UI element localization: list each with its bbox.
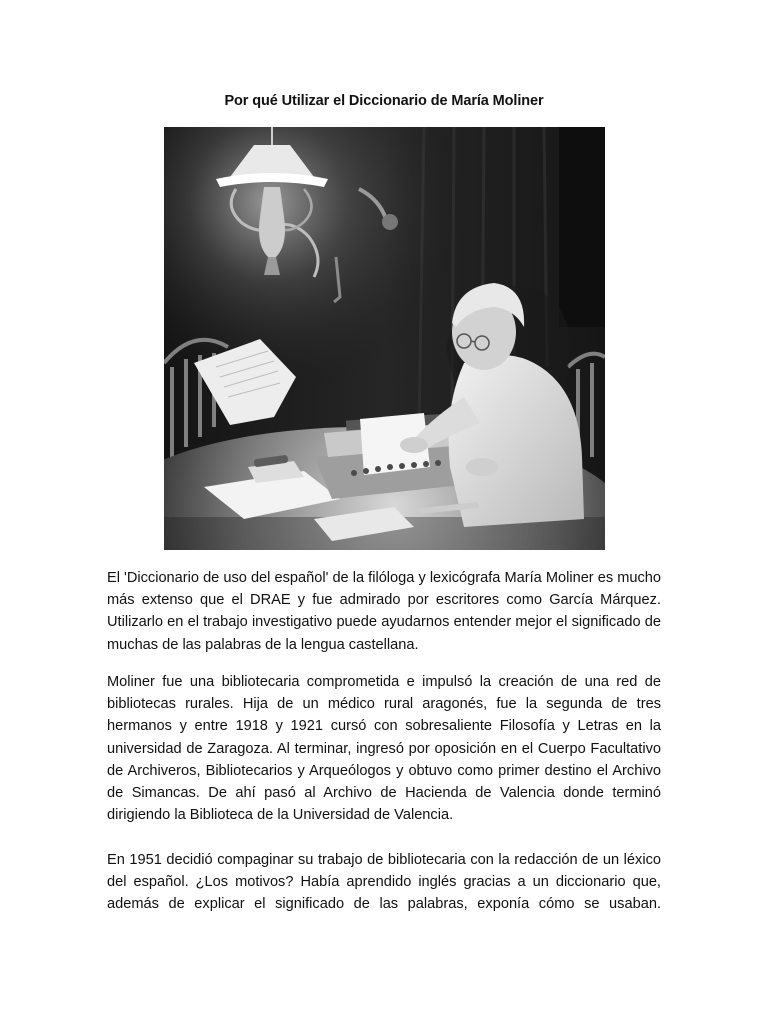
paragraph-intro: El 'Diccionario de uso del español' de la filóloga y lexicógrafa María Moliner es mucho más extenso que el DRAE y fue admirado por escritores como García Márquez. Utilizarlo en el trabajo investigativo puede ayudarnos entender mejor el significado de muchas de las palabras de la lengua castellana. (107, 570, 661, 653)
paragraph-biography: Moliner fue una bibliotecaria comprometida e impulsó la creación de una red de bibliotecas rurales. Hija de un médico rural aragonés, fue la segunda de tres hermanos y entre 1918 y 1921 cursó con sobresaliente Filosofía y Letras en la universidad de Zaragoza. Al terminar, ingresó por oposición en el Cuerpo Facultativo de Archiveros, Bibliotecarios y Arqueólogos y obtuvo como primer destino el Archivo de Simancas. De ahí pasó al Archivo de Hacienda de Valencia donde terminó dirigiendo la Biblioteca de la Universidad de Valencia. (107, 674, 661, 824)
paragraph-dictionary-origin: En 1951 decidió compaginar su trabajo de bibliotecaria con la redacción de un léxico del español. ¿Los motivos? Había aprendido inglés gracias a un diccionario que, además de explicar el significado de las palabras, exponía cómo se usaban. (107, 852, 661, 913)
document-title: Por qué Utilizar el Diccionario de María Moliner (224, 93, 544, 109)
photo-woman-at-typewriter (164, 127, 605, 550)
